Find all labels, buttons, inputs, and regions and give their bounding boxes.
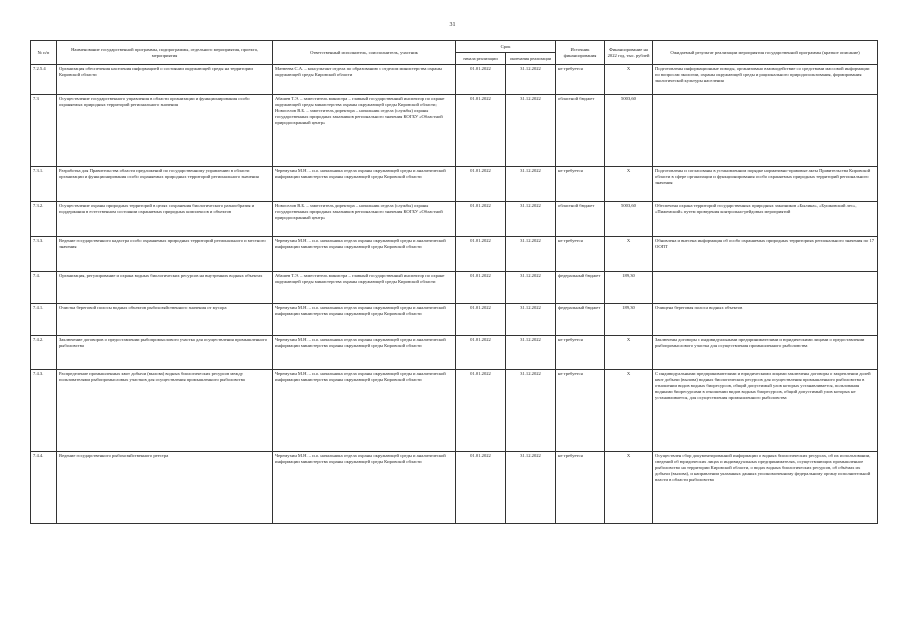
row-finance: X [605, 336, 653, 370]
row-finance: X [605, 370, 653, 452]
row-source: не требуется [556, 336, 605, 370]
row-source: не требуется [556, 65, 605, 95]
row-result: Заключены договоры с индивидуальными предпринимателями и юридическими лицами о предоставлении рыбопромыслового участка для осуществления промышленного рыболовства [653, 336, 878, 370]
row-name: Организация, регулирование и охрана водных биологических ресурсов на внутренних водных объектах [57, 272, 273, 304]
row-name: Организация обеспечения населения информацией о состоянии окружающей среды на территории Кировской области [57, 65, 273, 95]
table-row [31, 202, 878, 237]
header-responsible: Ответственный исполнитель, соисполнитель, участник [273, 41, 456, 65]
row-responsible: Черемухин М.Н. – и.о. начальника отдела охраны окружающей среды и аналитической информации министерства охраны окружающей среды Кировской области [273, 304, 456, 336]
row-source: областной бюджет [556, 95, 605, 167]
row-responsible: Новоселов В.Б. – заместитель директора – начальник отдела (службы) охраны государственных природных заказников регионального значения КОГБУ «Областной природоохранный центр» [273, 202, 456, 237]
row-num: 7.3.1. [31, 167, 57, 202]
row-finance: X [605, 237, 653, 272]
row-source: федеральный бюджет [556, 304, 605, 336]
row-finance: 189,30 [605, 304, 653, 336]
row-result: Обеспечена охрана территорий государственных природных заказников «Былина», «Бушковский лес», «Пижемский» путем проведения контрольно-рейдовых мероприятий [653, 202, 878, 237]
row-responsible: Черемухин М.Н. – и.о. начальника отдела охраны окружающей среды и аналитической информации министерства охраны окружающей среды Кировской области [273, 452, 456, 524]
row-responsible: Абашев Т.Э. – заместитель министра – главный государственный инспектор по охране окружающей среды министерства охраны окружающей среды Кировской области [273, 272, 456, 304]
header-name: Наименование государственной программы, подпрограммы, отдельного мероприятия, проекта, мероприятия [57, 41, 273, 65]
row-result: С индивидуальными предпринимателями и юридическими лицами заключены договоры о закреплении долей квот добычи (вылова) водных биологических ресурсов для осуществления промышленного рыболовства в отношении видов водных биоресурсов, общий допустимый улов которых устанавливается, пользования водными биоресурсами в отношении видов водных биоресурсов, общий допустимый улов которых не устанавливается, для осуществления промышленного рыболовства [653, 370, 878, 452]
program-table [30, 40, 878, 524]
header-result: Ожидаемый результат реализации мероприятия государственной программы (краткое описание) [653, 41, 878, 65]
row-result: Осуществлен сбор документированной информации о водных биологических ресурсах, об их использовании, сведений об юридических лицах и индивидуальных предпринимателях, осуществляющих промышленное рыболовство на территории Кировской области, о видах водных биологических ресурсов, об объёмах их добычи (вылова), и направлении указанных данных уполномоченному федеральному органу исполнительной власти в области рыболовства [653, 452, 878, 524]
row-finance: 189,30 [605, 272, 653, 304]
row-source: не требуется [556, 167, 605, 202]
row-num: 7.3.2. [31, 202, 57, 237]
row-name: Ведение государственного кадастра особо охраняемых природных территорий регионального и местного значения [57, 237, 273, 272]
row-source: не требуется [556, 370, 605, 452]
row-name: Распределение промышленных квот добычи (вылова) водных биологических ресурсов между пользователями рыбопромысловых участков для осуществления промышленного рыболовства [57, 370, 273, 452]
row-num: 7.4.1. [31, 304, 57, 336]
row-end: 31.12.2022 [506, 167, 556, 202]
row-num: 7.3.3. [31, 237, 57, 272]
row-name: Осуществление государственного управления в области организации и функционирования особо охраняемых природных территорий регионального значения [57, 95, 273, 167]
row-source: областной бюджет [556, 202, 605, 237]
table-row [31, 237, 878, 272]
row-end: 31.12.2022 [506, 65, 556, 95]
row-finance: X [605, 167, 653, 202]
table-row [31, 370, 878, 452]
row-name: Осуществление охраны природных территорий в целях сохранения биологического разнообразия и поддержания в естественном состоянии охраняемых природных комплексов и объектов [57, 202, 273, 237]
row-result [653, 95, 878, 167]
header-finance: Финансирование на 2022 год, тыс. рублей [605, 41, 653, 65]
row-num: 7.4.2. [31, 336, 57, 370]
row-responsible: Абашев Т.Э. – заместитель министра – главный государственный инспектор по охране окружающей среды министерства охраны окружающей среды Кировской области; Новоселов В.Б. – заместитель директора – начальник отдела (службы) охраны государственных природных заказников регионального значения КОГБУ «Областной природоохранный центр» [273, 95, 456, 167]
page-number: 31 [449, 22, 456, 28]
header-term-start: начала реализации [456, 53, 506, 65]
row-start: 01.01.2022 [456, 304, 506, 336]
row-responsible: Матвеева С.А. – консультант отдела по образованию с отделом министерства охраны окружающей среды Кировской области [273, 65, 456, 95]
row-end: 31.12.2022 [506, 370, 556, 452]
row-start: 01.01.2022 [456, 452, 506, 524]
row-name: Очистка береговой полосы водных объектов рыбохозяйственного значения от мусора [57, 304, 273, 336]
row-finance: X [605, 452, 653, 524]
row-start: 01.01.2022 [456, 167, 506, 202]
row-result [653, 272, 878, 304]
row-start: 01.01.2022 [456, 237, 506, 272]
row-start: 01.01.2022 [456, 336, 506, 370]
row-name: Ведение государственного рыбохозяйственного реестра [57, 452, 273, 524]
row-num: 7.3 [31, 95, 57, 167]
row-end: 31.12.2022 [506, 95, 556, 167]
row-result: Обновлена и внесена информация об особо охраняемых природных территориях регионального значения по 17 ООПТ [653, 237, 878, 272]
row-responsible: Черемухин М.Н. – и.о. начальника отдела охраны окружающей среды и аналитической информации министерства охраны окружающей среды Кировской области [273, 237, 456, 272]
row-end: 31.12.2022 [506, 237, 556, 272]
table-row [31, 95, 878, 167]
row-source: не требуется [556, 237, 605, 272]
row-end: 31.12.2022 [506, 336, 556, 370]
row-responsible: Черемухин М.Н. – и.о. начальника отдела охраны окружающей среды и аналитической информации министерства охраны окружающей среды Кировской области [273, 167, 456, 202]
row-name: Разработка для Правительства области предложений по государственному управлению в области организации и функционирования особо охраняемых природных территорий регионального значения [57, 167, 273, 202]
row-num: 7.4.3. [31, 370, 57, 452]
header-num: № п/п [31, 41, 57, 65]
row-start: 01.01.2022 [456, 272, 506, 304]
row-result: Подготовлены информационные поводы, организовано взаимодействие со средствами массовой информации по вопросам экологии, охраны окружающей среды и рационального природопользования, формирования экологической культуры населения [653, 65, 878, 95]
row-result: Подготовлены и согласованы в установленном порядке нормативно-правовые акты Правительства Кировской области в сфере организации и функционирования особо охраняемых природных территорий регионального значения [653, 167, 878, 202]
table-row [31, 167, 878, 202]
row-responsible: Черемухин М.Н. – и.о. начальника отдела охраны окружающей среды и аналитической информации министерства охраны окружающей среды Кировской области [273, 336, 456, 370]
row-start: 01.01.2022 [456, 95, 506, 167]
row-end: 31.12.2022 [506, 202, 556, 237]
table-row [31, 452, 878, 524]
table-row [31, 304, 878, 336]
row-end: 31.12.2022 [506, 272, 556, 304]
header-term-end: окончания реализации [506, 53, 556, 65]
row-responsible: Черемухин М.Н. – и.о. начальника отдела охраны окружающей среды и аналитической информации министерства охраны окружающей среды Кировской области [273, 370, 456, 452]
row-start: 01.01.2022 [456, 202, 506, 237]
row-result: Очищена береговая полоса водных объектов [653, 304, 878, 336]
row-num: 7.2.5.4 [31, 65, 57, 95]
table-row [31, 336, 878, 370]
header-term: Срок [456, 41, 556, 53]
row-start: 01.01.2022 [456, 370, 506, 452]
table-row [31, 65, 878, 95]
table-row [31, 272, 878, 304]
row-num: 7.4. [31, 272, 57, 304]
row-name: Заключение договоров о предоставлении рыбопромыслового участка для осуществления промышленного рыболовства [57, 336, 273, 370]
row-finance: 5003,60 [605, 202, 653, 237]
row-end: 31.12.2022 [506, 304, 556, 336]
row-end: 31.12.2022 [506, 452, 556, 524]
row-source: федеральный бюджет [556, 272, 605, 304]
header-source: Источник финансирования [556, 41, 605, 65]
row-finance: 5003,60 [605, 95, 653, 167]
row-finance: X [605, 65, 653, 95]
row-num: 7.4.4. [31, 452, 57, 524]
row-start: 01.01.2022 [456, 65, 506, 95]
row-source: не требуется [556, 452, 605, 524]
